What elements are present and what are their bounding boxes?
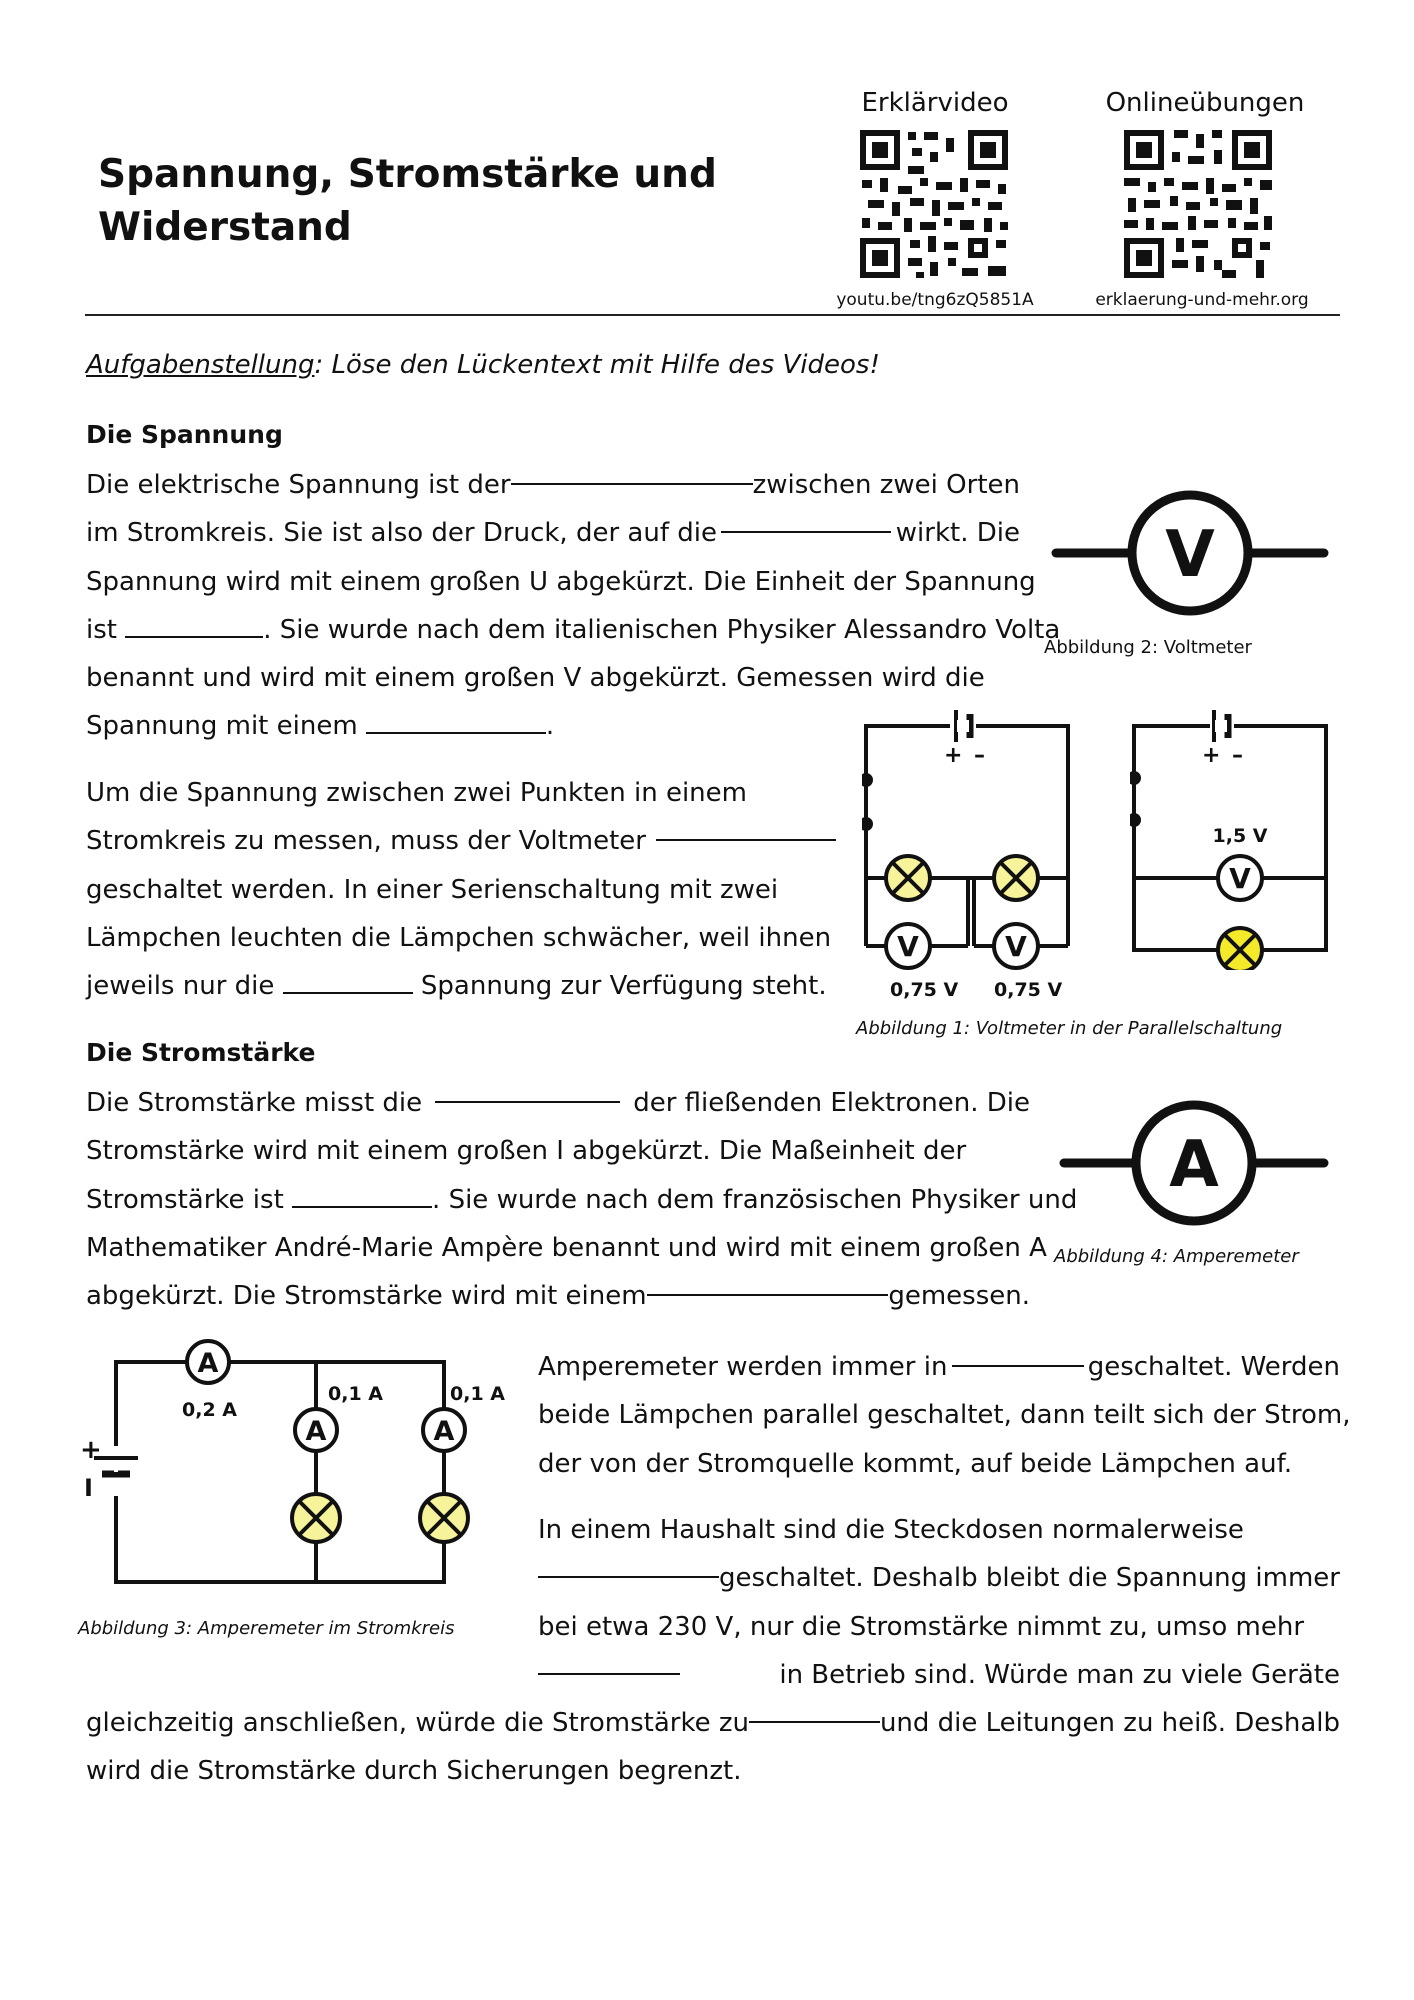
- text-segment: und die Leitungen zu heiß. Deshalb: [879, 1708, 1340, 1738]
- blank-field[interactable]: [292, 1184, 432, 1208]
- text-line: [86, 509, 1020, 557]
- blank-field[interactable]: [721, 509, 891, 533]
- svg-text:A: A: [433, 1416, 455, 1447]
- blank-field[interactable]: [283, 970, 413, 994]
- blank-field[interactable]: [435, 1079, 620, 1103]
- svg-text:V: V: [1005, 930, 1027, 963]
- text-line: benannt und wird mit einem großen V abgekürzt. Gemessen wird die: [86, 663, 985, 694]
- paragraph-stromstaerke-3: [538, 1506, 1340, 1699]
- lamp-icon: [886, 856, 930, 900]
- blank-field[interactable]: [749, 1699, 880, 1723]
- caption-ammeter-circuit: Abbildung 3: Amperemeter im Stromkreis: [78, 1618, 455, 1639]
- text-line: der von der Stromquelle kommt, auf beide Lämpchen auf.: [538, 1448, 1293, 1479]
- battery-plus-label: +: [80, 1435, 102, 1465]
- lamp-icon: [1218, 928, 1262, 970]
- text-line: [86, 1079, 1030, 1127]
- text-segment: . Sie wurde nach dem französischen Physiker und: [432, 1184, 1078, 1215]
- text-segment: geschaltet. Werden: [1087, 1352, 1340, 1382]
- text-segment: Stromstärke ist: [86, 1184, 284, 1215]
- text-line: Mathematiker André-Marie Ampère benannt und wird mit einem großen A: [86, 1232, 1047, 1263]
- text-segment: in Betrieb sind. Würde man zu viele Geräte: [779, 1659, 1340, 1690]
- qr-video-label: Erklärvideo: [861, 88, 1009, 118]
- qr-video-url[interactable]: youtu.be/tng6zQ5851A: [836, 290, 1034, 310]
- caption-voltmeter: Abbildung 2: Voltmeter: [1044, 637, 1252, 658]
- text-line: [86, 461, 1020, 509]
- text-segment: Die elektrische Spannung ist der: [86, 470, 511, 500]
- text-line: [538, 1554, 1340, 1602]
- title-line-1: Spannung, Stromstärke und: [98, 152, 717, 197]
- text-segment: im Stromkreis. Sie ist also der Druck, der auf die: [86, 518, 717, 549]
- voltage-label: 0,75 V: [890, 979, 959, 1001]
- svg-text:A: A: [197, 1348, 219, 1379]
- text-segment: Die Stromstärke misst die: [86, 1088, 423, 1118]
- text-line: beide Lämpchen parallel geschaltet, dann teilt sich der Strom,: [538, 1400, 1351, 1431]
- title-line-2: Widerstand: [98, 205, 352, 250]
- task-label: Aufgabenstellung: [86, 350, 315, 380]
- text-line: [538, 1651, 1340, 1699]
- text-segment: .: [545, 711, 555, 742]
- text-segment: der fließenden Elektronen. Die: [633, 1088, 1030, 1118]
- ammeter-letter: A: [1169, 1128, 1219, 1202]
- text-line: [86, 817, 836, 865]
- voltmeter-symbol-icon: [1050, 488, 1330, 618]
- text-line: [86, 962, 836, 1010]
- text-line: bei etwa 230 V, nur die Stromstärke nimmt zu, umso mehr: [538, 1611, 1305, 1642]
- text-segment: Spannung mit einem: [86, 711, 358, 742]
- voltage-label: 1,5 V: [1212, 825, 1268, 847]
- page-title: [98, 148, 718, 254]
- heading-spannung: Die Spannung: [86, 420, 283, 449]
- blank-field[interactable]: [647, 1272, 889, 1296]
- text-segment: gemessen.: [888, 1281, 1030, 1312]
- caption-parallel-circuit: Abbildung 1: Voltmeter in der Parallelschaltung: [856, 1018, 1283, 1039]
- lamp-icon: [292, 1494, 340, 1542]
- task-instruction: [86, 350, 880, 380]
- text-line: Stromstärke wird mit einem großen I abgekürzt. Die Maßeinheit der: [86, 1136, 967, 1167]
- parallel-circuit-diagram: [1130, 700, 1334, 970]
- qr-online-url[interactable]: erklaerung-und-mehr.org: [1095, 290, 1309, 310]
- current-label: 0,1 A: [450, 1383, 505, 1405]
- ammeter-icon: [423, 1409, 465, 1451]
- qr-online-label: Onlineübungen: [1105, 88, 1305, 118]
- blank-field[interactable]: [952, 1343, 1084, 1367]
- svg-text:V: V: [1229, 862, 1251, 895]
- svg-text:V: V: [897, 930, 919, 963]
- caption-ammeter: Abbildung 4: Amperemeter: [1054, 1246, 1299, 1267]
- paragraph-spannung-2: [86, 769, 836, 1010]
- svg-text:A: A: [305, 1416, 327, 1447]
- task-text: : Löse den Lückentext mit Hilfe des Videos!: [314, 350, 880, 380]
- text-line: In einem Haushalt sind die Steckdosen normalerweise: [538, 1515, 1244, 1545]
- current-label: 0,2 A: [182, 1399, 237, 1421]
- voltage-label: 0,75 V: [994, 979, 1063, 1001]
- lamp-icon: [420, 1494, 468, 1542]
- ammeter-circuit-diagram: [78, 1326, 518, 1596]
- blank-field[interactable]: [366, 710, 546, 734]
- text-line: Um die Spannung zwischen zwei Punkten in einem: [86, 778, 747, 808]
- battery-plus-label: +: [1202, 743, 1221, 768]
- current-label: 0,1 A: [328, 1383, 383, 1405]
- text-segment: jeweils nur die: [86, 971, 275, 1002]
- ammeter-icon: [295, 1409, 337, 1451]
- text-segment: zwischen zwei Orten: [752, 470, 1020, 500]
- text-line: [86, 1176, 1078, 1224]
- voltmeter-icon: [1218, 856, 1262, 900]
- battery-minus-label: –: [974, 743, 985, 768]
- blank-field[interactable]: [538, 1554, 719, 1578]
- blank-field[interactable]: [538, 1651, 680, 1675]
- paragraph-stromstaerke-1: [86, 1079, 1078, 1320]
- qr-code-video-icon[interactable]: [858, 128, 1010, 280]
- text-segment: Spannung zur Verfügung steht.: [420, 971, 827, 1002]
- text-segment: Amperemeter werden immer in: [538, 1352, 948, 1382]
- text-line: Spannung wird mit einem großen U abgekürzt. Die Einheit der Spannung: [86, 566, 1036, 597]
- text-segment: ist: [86, 614, 117, 645]
- voltmeter-letter: V: [1165, 518, 1215, 592]
- ammeter-icon: [187, 1341, 229, 1383]
- text-segment: wirkt. Die: [895, 518, 1020, 549]
- text-segment: gleichzeitig anschließen, würde die Stromstärke zu: [86, 1708, 749, 1738]
- battery-plus-label: +: [944, 743, 963, 768]
- blank-field[interactable]: [511, 461, 753, 485]
- text-segment: abgekürzt. Die Stromstärke wird mit einem: [86, 1281, 647, 1312]
- text-line: [86, 1272, 1030, 1320]
- text-line: geschaltet werden. In einer Serienschaltung mit zwei: [86, 874, 779, 905]
- battery-minus-label: –: [1232, 743, 1243, 768]
- text-line: [86, 1699, 1340, 1747]
- voltmeter-icon: [886, 924, 930, 968]
- text-line: [538, 1343, 1340, 1391]
- heading-stromstaerke: Die Stromstärke: [86, 1038, 316, 1067]
- text-line: [86, 606, 1061, 654]
- qr-code-online-icon[interactable]: [1122, 128, 1274, 280]
- text-segment: Stromkreis zu messen, muss der Voltmeter: [86, 826, 646, 857]
- text-line: wird die Stromstärke durch Sicherungen begrenzt.: [86, 1756, 742, 1787]
- paragraph-stromstaerke-2: [538, 1343, 1351, 1488]
- ammeter-symbol-icon: [1058, 1098, 1330, 1228]
- blank-field[interactable]: [656, 817, 836, 841]
- series-circuit-diagram: [862, 700, 1082, 1005]
- text-segment: . Sie wurde nach dem italienischen Physiker Alessandro Volta: [263, 614, 1061, 645]
- header-divider: [85, 314, 1340, 316]
- text-line: Lämpchen leuchten die Lämpchen schwächer, weil ihnen: [86, 922, 832, 953]
- blank-field[interactable]: [125, 614, 263, 638]
- voltmeter-icon: [994, 924, 1038, 968]
- text-segment: geschaltet. Deshalb bleibt die Spannung immer: [719, 1563, 1340, 1594]
- paragraph-stromstaerke-4: [86, 1699, 1340, 1796]
- lamp-icon: [994, 856, 1038, 900]
- battery-minus-label: I: [84, 1474, 93, 1502]
